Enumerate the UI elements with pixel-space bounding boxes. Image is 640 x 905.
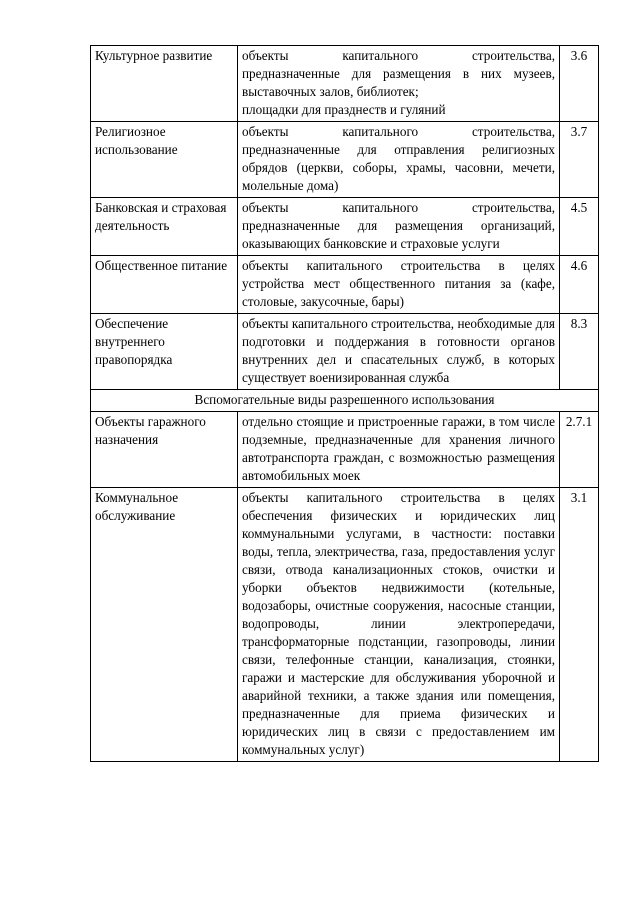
use-code: 3.6	[560, 46, 599, 122]
table-row	[91, 198, 599, 256]
description-text: объекты капитального строительства, предназначенные для размещения в них музеев, выставочных залов, библиотек;	[242, 48, 555, 99]
section-header: Вспомогательные виды разрешенного использования	[91, 390, 599, 412]
description-text: площадки для празднеств и гуляний	[242, 102, 446, 117]
use-code: 3.7	[560, 122, 599, 198]
use-code: 8.3	[560, 314, 599, 390]
section-header-row	[91, 390, 599, 412]
description-text: отдельно стоящие и пристроенные гаражи, в том числе подземные, предназначенные для хранения личного автотранспорта граждан, с возможностью размещения автомобильных моек	[242, 414, 555, 483]
table-row	[91, 314, 599, 390]
use-description	[238, 46, 560, 122]
use-description	[238, 256, 560, 314]
table-row	[91, 488, 599, 762]
use-description	[238, 314, 560, 390]
use-description	[238, 412, 560, 488]
main-uses-body	[91, 46, 599, 390]
table-row	[91, 122, 599, 198]
aux-section	[91, 390, 599, 412]
use-name: Общественное питание	[91, 256, 238, 314]
use-code: 4.5	[560, 198, 599, 256]
table-row	[91, 46, 599, 122]
description-text: объекты капитального строительства, предназначенные для размещения организаций, оказывающих банковские и страховые услуги	[242, 200, 555, 251]
aux-uses-body	[91, 412, 599, 762]
use-name: Культурное развитие	[91, 46, 238, 122]
use-description	[238, 122, 560, 198]
use-name: Коммунальное обслуживание	[91, 488, 238, 762]
description-text: объекты капитального строительства в целях устройства мест общественного питания за (кафе, столовые, закусочные, бары)	[242, 258, 555, 309]
use-name: Объекты гаражного назначения	[91, 412, 238, 488]
use-code: 2.7.1	[560, 412, 599, 488]
use-description	[238, 198, 560, 256]
use-name: Религиозное использование	[91, 122, 238, 198]
description-text: объекты капитального строительства в целях обеспечения физических и юридических лиц коммунальными услугами, в частности: поставки воды, тепла, электричества, газа, предоставления услуг связи, отвода канализационных стоков, очистки и уборки объектов недвижимости (котельные, водозаборы, очистные сооружения, насосные станции, водопроводы, линии электропередачи, трансформаторные подстанции, газопроводы, линии связи, телефонные станции, канализация, стоянки, гаражи и мастерские для обслуживания уборочной и аварийной техники, а также здания или помещения, предназначенные для приема физических и юридических лиц в связи с предоставлением им коммунальных услуг)	[242, 490, 555, 757]
use-description	[238, 488, 560, 762]
description-text: объекты капитального строительства, необходимые для подготовки и поддержания в готовности органов внутренних дел и спасательных служб, в которых существует военизированная служба	[242, 316, 555, 385]
use-name: Обеспечение внутреннего правопорядка	[91, 314, 238, 390]
table-row	[91, 412, 599, 488]
use-code: 3.1	[560, 488, 599, 762]
description-text: объекты капитального строительства, предназначенные для отправления религиозных обрядов (церкви, соборы, храмы, часовни, мечети, молельные дома)	[242, 124, 555, 193]
table-row	[91, 256, 599, 314]
use-code: 4.6	[560, 256, 599, 314]
land-use-table	[90, 45, 599, 762]
use-name: Банковская и страховая деятельность	[91, 198, 238, 256]
